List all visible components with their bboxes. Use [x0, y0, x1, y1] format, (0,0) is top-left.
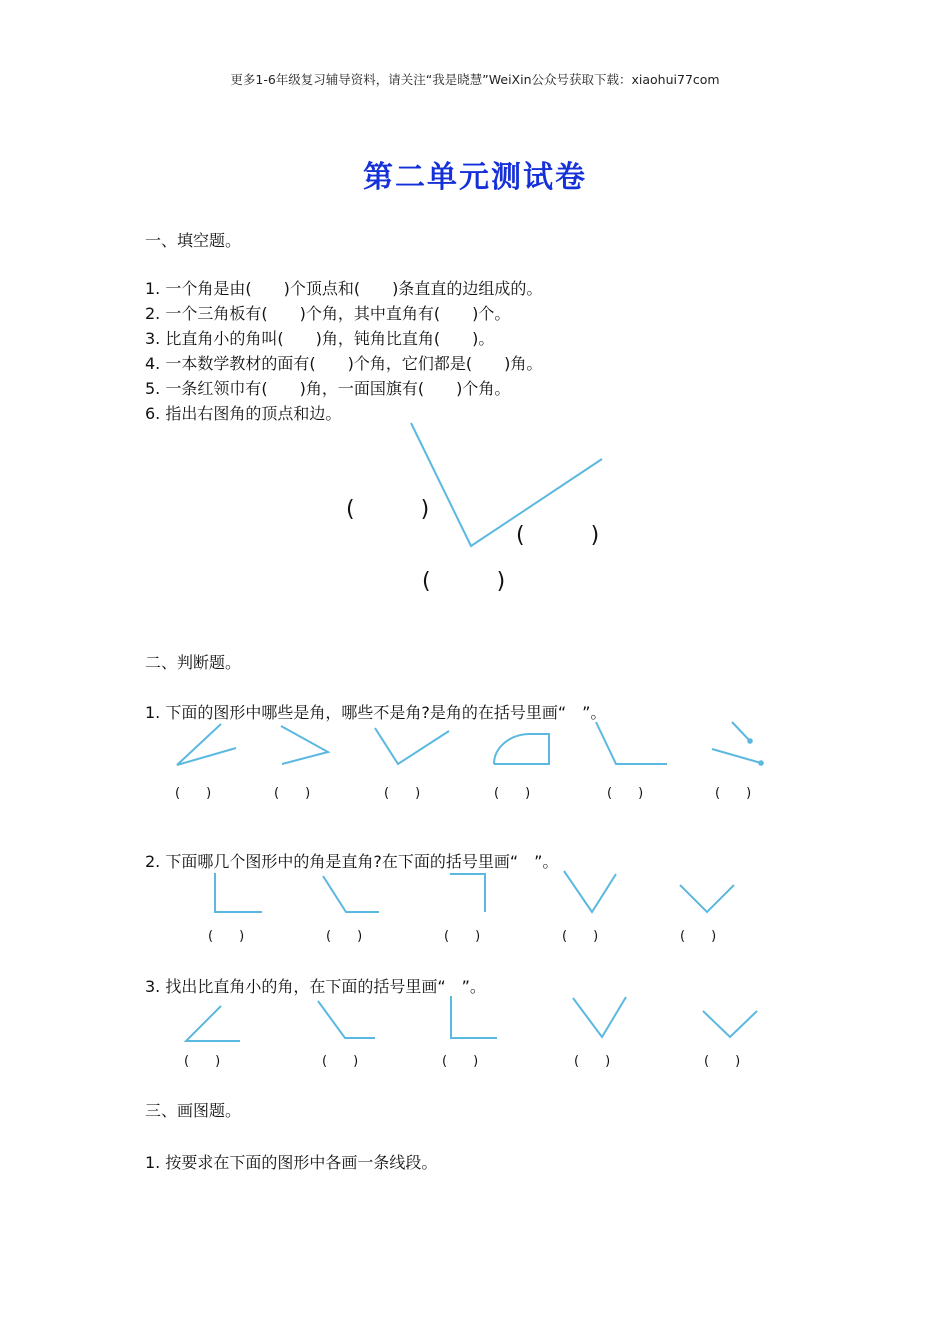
answer-blank: ( ): [704, 1054, 741, 1069]
endpoint-dot: [758, 760, 764, 766]
angle-figure: [411, 423, 602, 546]
angle-figure-q3-1: [186, 1006, 240, 1041]
answer-blank: ( ): [322, 1054, 359, 1069]
answer-blank: ( ): [175, 786, 212, 801]
section-3-heading: 三、画图题。: [145, 1101, 242, 1120]
answer-blank: ( ): [184, 1054, 221, 1069]
section-1-heading: 一、填空题。: [145, 231, 242, 250]
answer-blank: ( ): [384, 786, 421, 801]
angle-figure-1: [177, 724, 236, 765]
angle-side-blank-left: ( ): [346, 497, 430, 522]
angle-figure-5: [596, 722, 667, 764]
endpoint-dot: [747, 738, 753, 744]
fill-question-6: 6. 指出右图角的顶点和边。: [145, 404, 342, 423]
answer-blank: ( ): [274, 786, 311, 801]
answer-blank: ( ): [208, 929, 245, 944]
fill-question-2: 2. 一个三角板有( )个角，其中直角有( )个。: [145, 304, 511, 323]
angle-figure-q2-5: [680, 885, 734, 912]
separate-line-2: [712, 749, 761, 763]
draw-question-1: 1. 按要求在下面的图形中各画一条线段。: [145, 1153, 438, 1172]
angle-figure-q3-4: [573, 997, 626, 1037]
angle-figure-3: [375, 728, 449, 764]
judge-question-3: 3. 找出比直角小的角，在下面的括号里画“ ”。: [145, 977, 486, 996]
judge-question-1: 1. 下面的图形中哪些是角，哪些不是角?是角的在括号里画“ ”。: [145, 703, 607, 722]
angle-figure-q3-5: [703, 1011, 757, 1037]
answer-blank: ( ): [607, 786, 644, 801]
angle-figure-q3-3: [451, 996, 497, 1038]
separate-line-1: [732, 722, 750, 741]
angle-figure-q2-4: [564, 871, 616, 912]
angle-figure-2: [281, 726, 328, 764]
angle-vertex-blank: ( ): [422, 569, 506, 594]
section-2-heading: 二、判断题。: [145, 653, 242, 672]
answer-blank: ( ): [326, 929, 363, 944]
answer-blank: ( ): [680, 929, 717, 944]
angle-side-blank-right: ( ): [516, 523, 600, 548]
answer-blank: ( ): [574, 1054, 611, 1069]
judge-question-2: 2. 下面哪几个图形中的角是直角?在下面的括号里画“ ”。: [145, 852, 559, 871]
answer-blank: ( ): [494, 786, 531, 801]
curved-figure: [494, 734, 549, 764]
fill-question-5: 5. 一条红领巾有( )角，一面国旗有( )个角。: [145, 379, 511, 398]
answer-blank: ( ): [442, 1054, 479, 1069]
fill-question-3: 3. 比直角小的角叫( )角，钝角比直角( )。: [145, 329, 495, 348]
page-header: 更多1-6年级复习辅导资料，请关注“我是晓慧”WeiXin公众号获取下载：xiaohui77com: [230, 72, 720, 87]
angle-figure-q2-3: [450, 874, 485, 912]
angle-figure-q2-2: [323, 876, 379, 912]
answer-blank: ( ): [562, 929, 599, 944]
right-angle-figure-1: [215, 873, 262, 912]
answer-blank: ( ): [715, 786, 752, 801]
fill-question-4: 4. 一本数学教材的面有( )个角，它们都是( )角。: [145, 354, 543, 373]
page-title: 第二单元测试卷: [363, 160, 587, 195]
answer-blank: ( ): [444, 929, 481, 944]
fill-question-1: 1. 一个角是由( )个顶点和( )条直直的边组成的。: [145, 279, 543, 298]
angle-figure-q3-2: [318, 1001, 375, 1038]
